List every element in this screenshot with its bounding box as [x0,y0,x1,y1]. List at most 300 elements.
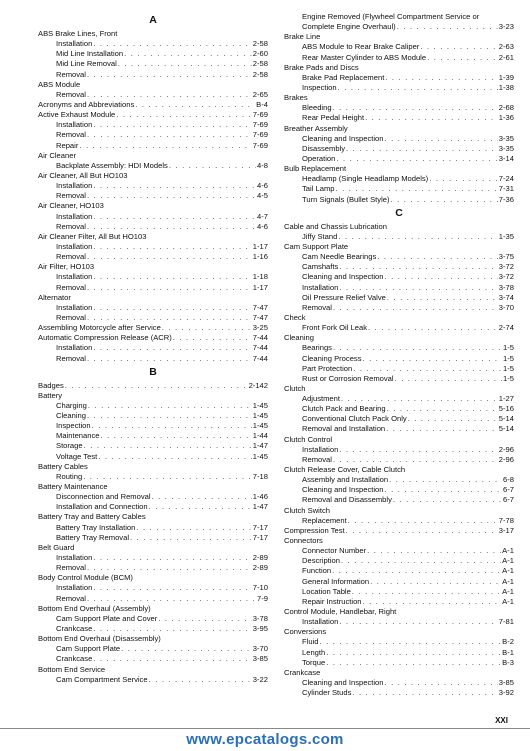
index-subentry[interactable] [38,70,268,80]
index-subentry[interactable] [284,556,514,566]
index-subentry[interactable] [284,154,514,164]
index-subentry[interactable] [38,313,268,323]
leader-dots [93,39,251,49]
page-reference: 1-17 [252,241,268,251]
entry-label: Cleaning Process [302,353,362,363]
page-reference: 1-16 [252,252,268,262]
page-reference: 6-7 [503,495,514,505]
entry-label: Removal [56,593,86,603]
page-reference: 7-44 [252,333,268,343]
index-subentry[interactable] [284,404,514,414]
leader-dots [367,546,501,556]
index-heading: Bottom End Overhaul (Assembly) [38,603,151,613]
page-reference: 2-61 [498,52,514,62]
leader-dots [353,364,502,374]
page-reference: 3-92 [498,688,514,698]
index-subentry[interactable] [38,654,268,664]
leader-dots [352,688,497,698]
index-heading: Clutch [284,383,306,393]
entry-label: Storage [56,441,83,451]
entry-label: Disconnection and Removal [56,492,151,502]
entry-label: Crankcase [56,624,93,634]
entry-label: General Information [302,576,370,586]
index-subentry[interactable] [38,523,268,533]
index-heading: Air Filter, HO103 [38,262,95,272]
leader-dots [339,262,498,272]
page-reference: 3-17 [498,525,514,535]
entry-label: Front Fork Oil Leak [302,323,367,333]
leader-dots [135,100,255,110]
leader-dots [158,614,251,624]
entry-label: Installation [302,282,339,292]
entry-label: Cleaning [56,411,86,421]
page-reference: 4-8 [257,160,268,170]
leader-dots [346,526,498,536]
leader-dots [352,587,501,597]
index-entry[interactable] [38,333,268,343]
index-subentry[interactable] [284,485,514,495]
entry-label: Assembly and Installation [302,475,389,485]
index-entry[interactable] [38,100,268,110]
page-reference: 1-5 [503,373,514,383]
entry-label: Length [302,647,326,657]
index-subentry[interactable] [38,411,268,421]
index-subentry[interactable] [38,161,268,171]
entry-label: Tail Lamp [302,184,335,194]
leader-dots [395,374,502,384]
leader-dots [391,195,498,205]
index-subentry[interactable] [284,113,514,123]
leader-dots [118,59,252,69]
entry-label: Torque [302,657,326,667]
index-subentry[interactable] [284,445,514,455]
index-subentry[interactable] [38,421,268,431]
index-subentry[interactable] [284,83,514,93]
index-heading: Clutch Control [284,434,333,444]
page-reference: 3-22 [252,674,268,684]
page-reference: 7-10 [252,583,268,593]
index-subentry[interactable] [284,73,514,83]
leader-dots [338,232,497,242]
entry-label: Installation [56,553,93,563]
entry-label: Routing [56,471,83,481]
entry-label: Cleaning and Inspection [302,272,384,282]
page-reference: A-1 [502,576,514,586]
index-heading: Belt Guard [38,542,75,552]
leader-dots [420,42,497,52]
index-subentry[interactable] [284,394,514,404]
index-subentry[interactable] [284,42,514,52]
index-heading: Air Cleaner, All But HO103 [38,170,128,180]
index-subentry[interactable] [284,53,514,63]
page-reference: 7-47 [252,302,268,312]
entry-label: Cleaning and Inspection [302,485,384,495]
leader-dots [87,563,252,573]
leader-dots [333,103,498,113]
leader-dots [338,83,498,93]
leader-dots [326,648,501,658]
index-subentry[interactable] [38,614,268,624]
index-subentry[interactable] [38,472,268,482]
page-reference: 1-36 [498,113,514,123]
page-reference: A-1 [502,586,514,596]
index-subentry[interactable] [284,354,514,364]
entry-label: Cleaning and Inspection [302,678,384,687]
index-subentry[interactable] [38,583,268,593]
index-subentry[interactable] [38,181,268,191]
index-subentry[interactable] [38,553,268,563]
index-subentry[interactable] [284,22,514,32]
leader-dots [84,441,252,451]
leader-dots [368,323,498,333]
entry-label: Installation [56,120,93,130]
entry-label: Connector Number [302,546,367,556]
page-reference: 5-16 [498,404,514,414]
page-reference: 1-38 [498,82,514,92]
page-reference: 7-81 [498,617,514,627]
page-reference: 3-85 [252,654,268,664]
index-heading: Bottom End Service [38,664,106,674]
index-subentry[interactable] [284,364,514,374]
index-subentry[interactable] [38,644,268,654]
page-reference: A-1 [502,596,514,606]
index-subentry[interactable] [38,130,268,140]
page-reference: 1-5 [503,353,514,363]
entry-label: Cam Support Plate and Cover [56,613,158,623]
leader-dots [98,452,252,462]
page-reference: 7-78 [498,515,514,525]
page-reference: 7-17 [252,532,268,542]
index-subentry[interactable] [38,141,268,151]
entry-label: Mid Line Installation [56,49,124,59]
leader-dots [339,617,497,627]
leader-dots [83,472,252,482]
page-reference: 1-45 [252,421,268,431]
index-subentry[interactable] [38,624,268,634]
entry-label: Removal [56,69,86,79]
index-heading: Air Cleaner Filter, All But HO103 [38,231,147,241]
page-number: XXI [495,716,508,725]
index-subentry[interactable] [284,678,514,688]
index-subentry[interactable] [284,455,514,465]
leader-dots [87,313,252,323]
entry-label: Installation [302,444,339,454]
index-subentry[interactable] [284,262,514,272]
page-reference: 7-69 [252,130,268,140]
leader-dots [336,184,498,194]
entry-label: Assembling Motorcycle after Service [38,323,161,333]
index-subentry[interactable] [38,90,268,100]
entry-label: Rear Master Cylinder to ABS Module [302,52,427,62]
index-subentry[interactable] [38,191,268,201]
page-reference: 2-58 [252,39,268,49]
page-reference: 2-74 [498,323,514,333]
index-subentry[interactable] [38,431,268,441]
index-subentry[interactable] [284,648,514,658]
leader-dots [87,70,252,80]
leader-dots [149,502,252,512]
index-subentry[interactable] [284,293,514,303]
entry-label: Crankcase [56,654,93,664]
entry-label: Backplate Assembly: HDI Models [56,160,168,170]
entry-label: Removal [56,353,86,363]
index-subentry[interactable] [38,272,268,282]
page-reference: 4-5 [257,191,268,201]
entry-label: Removal [56,191,86,201]
index-subentry[interactable] [284,617,514,627]
index-subentry[interactable] [38,594,268,604]
index-subentry[interactable] [284,577,514,587]
entry-label: Automatic Compression Release (ACR) [38,333,172,343]
page-reference: 3-70 [252,644,268,654]
leader-dots [93,212,256,222]
index-heading: Control Module, Handlebar, Right [284,607,397,617]
page-reference: 7-24 [498,174,514,184]
index-heading: Clutch Release Cover, Cable Clutch [284,465,406,475]
page-reference: B-2 [502,637,514,647]
leader-dots [93,583,251,593]
page-reference: 7-18 [252,471,268,481]
leader-dots [377,252,498,262]
index-subentry[interactable] [284,144,514,154]
index-heading: ABS Brake Lines, Front [38,29,118,38]
leader-dots [363,354,503,364]
entry-label: Installation [56,272,93,282]
index-heading: Air Cleaner [38,150,76,160]
entry-label: Headlamp (Single Headlamp Models) [302,174,429,184]
leader-dots [370,577,501,587]
leader-dots [93,272,251,282]
entry-label: Active Exhaust Module [38,110,116,120]
index-subentry[interactable] [284,174,514,184]
entry-label: Bleeding [302,103,332,113]
index-subentry[interactable] [38,39,268,49]
leader-dots [384,678,497,688]
index-subentry[interactable] [38,222,268,232]
entry-label: Installation [56,302,93,312]
index-left-column [38,12,268,685]
index-subentry[interactable] [284,323,514,333]
page-reference: 3-72 [498,272,514,282]
index-subentry[interactable] [284,195,514,205]
index-subentry[interactable] [284,184,514,194]
entry-label: Maintenance [56,431,100,441]
index-subentry[interactable] [38,502,268,512]
index-subentry[interactable] [284,597,514,607]
page-reference: 4-7 [257,211,268,221]
entry-label: Compression Test [284,525,345,535]
index-subentry[interactable] [38,401,268,411]
index-subentry[interactable] [284,103,514,113]
index-subentry[interactable] [284,424,514,434]
entry-label: Oil Pressure Relief Valve [302,292,386,302]
index-heading: Clutch Switch [284,505,331,515]
page-reference: 2-58 [252,69,268,79]
page-reference: 7-36 [498,194,514,204]
index-subentry[interactable] [284,374,514,384]
page-reference: 1-17 [252,282,268,292]
index-subentry[interactable] [284,303,514,313]
index-subentry[interactable] [38,59,268,69]
leader-dots [387,404,498,414]
index-heading: Connectors [284,536,323,546]
page-reference: 1-45 [252,411,268,421]
entry-label: Mid Line Removal [56,59,117,69]
entry-label: Installation [56,583,93,593]
page-reference: 2-58 [252,59,268,69]
leader-dots [341,394,498,404]
entry-label: Replacement [302,515,347,525]
index-subentry[interactable] [284,475,514,485]
index-subentry[interactable] [284,688,514,698]
page-reference: 2-68 [498,103,514,113]
index-subentry[interactable] [38,354,268,364]
entry-label: Acronyms and Abbreviations [38,99,135,109]
index-heading: Cam Support Plate [284,241,349,251]
entry-label: Removal and Installation [302,424,386,434]
entry-label: Camshafts [302,262,339,272]
entry-label: Installation [302,617,339,627]
index-heading: Body Control Module (BCM) [38,573,133,583]
page-reference: 1-5 [503,363,514,373]
page-reference: 2-63 [498,42,514,52]
page-reference: 2-142 [248,380,268,390]
page-reference: 7-17 [252,522,268,532]
page-reference: B-1 [502,647,514,657]
index-heading: Brakes [284,93,308,103]
entry-label: Location Table [302,586,351,596]
index-subentry[interactable] [284,134,514,144]
leader-dots [385,73,497,83]
index-entry[interactable] [38,323,268,333]
page-reference: 7-44 [252,353,268,363]
page-reference: 3-23 [498,22,514,32]
leader-dots [384,134,497,144]
leader-dots [79,141,251,151]
page-reference: 7-69 [252,120,268,130]
index-heading: Cleaning [284,333,314,343]
index-heading: Brake Pads and Discs [284,62,359,72]
index-subentry[interactable] [38,441,268,451]
leader-dots [93,181,256,191]
index-subentry[interactable] [284,566,514,576]
page-reference: 1-46 [252,492,268,502]
page-reference: 7-9 [257,593,268,603]
page-reference: 2-65 [252,89,268,99]
leader-dots [87,411,252,421]
entry-label: Function [302,566,332,576]
entry-label: Installation [56,241,93,251]
entry-label: Clutch Pack and Bearing [302,404,386,414]
section-letter: C [395,206,403,219]
leader-dots [387,293,498,303]
leader-dots [384,272,497,282]
index-subentry[interactable] [284,495,514,505]
index-subentry[interactable] [284,232,514,242]
index-subentry[interactable] [38,343,268,353]
entry-label: Installation [56,181,93,191]
entry-label: Cylinder Studs [302,688,352,698]
index-subentry[interactable] [38,533,268,543]
index-subentry[interactable] [284,252,514,262]
page-reference: 7-44 [252,343,268,353]
index-entry[interactable] [38,110,268,120]
entry-label: Repair [56,140,79,150]
index-subentry[interactable] [284,587,514,597]
page-reference: 4-6 [257,221,268,231]
index-entry[interactable] [284,526,514,536]
leader-dots [121,644,252,654]
leader-dots [332,566,501,576]
entry-label: Adjustment [302,394,340,404]
entry-label: Removal [56,89,86,99]
index-subentry[interactable] [38,49,268,59]
entry-label: Voltage Test [56,451,98,461]
page-reference: 1-39 [498,72,514,82]
index-subentry[interactable] [284,414,514,424]
leader-dots [319,637,501,647]
index-subentry[interactable] [38,283,268,293]
index-subentry[interactable] [38,242,268,252]
index-subentry[interactable] [38,675,268,685]
entry-label: Inspection [302,82,337,92]
index-subentry[interactable] [38,563,268,573]
index-subentry[interactable] [38,120,268,130]
leader-dots [93,343,251,353]
index-entry[interactable] [38,381,268,391]
index-heading: Alternator [38,292,71,302]
index-subentry[interactable] [38,492,268,502]
index-subentry[interactable] [284,637,514,647]
index-subentry[interactable] [284,516,514,526]
leader-dots [116,110,252,120]
index-subentry[interactable] [284,283,514,293]
entry-label: Battery Tray Installation [56,522,136,532]
entry-label: Bearings [302,343,332,353]
page-reference: 1-45 [252,451,268,461]
index-heading: Battery Tray and Battery Cables [38,512,146,522]
page-reference: A-1 [502,546,514,556]
entry-label: Rust or Corrosion Removal [302,373,394,383]
entry-label: Removal [302,302,332,312]
index-subentry[interactable] [284,658,514,668]
index-subentry[interactable] [38,212,268,222]
page-reference: 3-70 [498,302,514,312]
entry-label: Repair Instruction [302,596,362,606]
index-subentry[interactable] [38,303,268,313]
leader-dots [393,495,502,505]
index-subentry[interactable] [38,252,268,262]
leader-dots [173,333,252,343]
leader-dots [397,22,498,32]
leader-dots [149,675,252,685]
index-subentry[interactable] [284,272,514,282]
page-reference: 3-35 [498,133,514,143]
index-subentry[interactable] [284,343,514,353]
index-subentry[interactable] [284,546,514,556]
page-reference: 2-89 [252,553,268,563]
entry-label: Installation [56,39,93,49]
page-reference: 4-6 [257,181,268,191]
index-heading: Check [284,312,306,322]
page-reference: B-3 [502,657,514,667]
entry-label: Complete Engine Overhaul) [302,22,396,32]
leader-dots [87,191,256,201]
leader-dots [124,49,252,59]
index-subentry[interactable] [38,452,268,462]
leader-dots [87,283,252,293]
leader-dots [93,654,252,664]
